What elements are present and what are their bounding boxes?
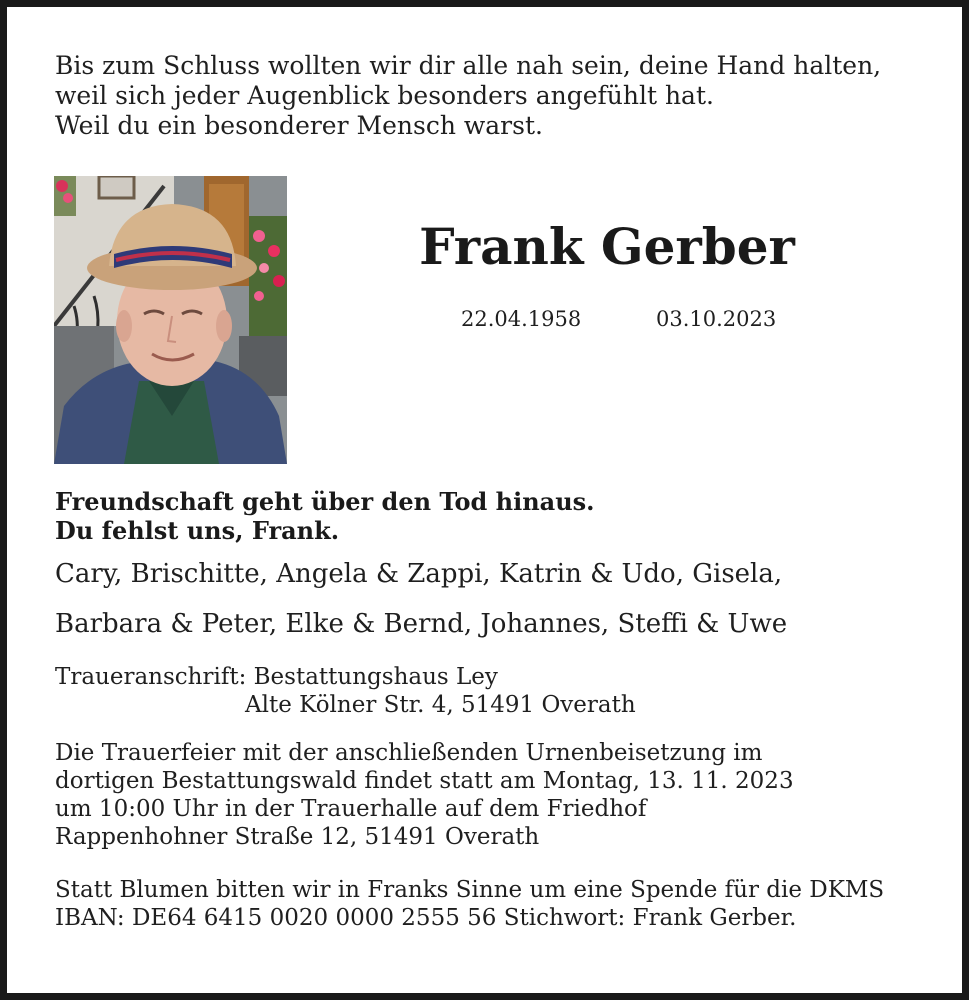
- donation-request: [55, 876, 884, 932]
- farewell-line: Du fehlst uns, Frank.: [55, 516, 340, 545]
- ceremony-line: um 10:00 Uhr in der Trauerhalle auf dem Friedhof: [55, 796, 647, 822]
- mourners-line: Barbara & Peter, Elke & Bernd, Johannes, Steffi & Uwe: [55, 609, 788, 639]
- farewell-message: [55, 487, 595, 545]
- portrait-photo: [54, 176, 287, 464]
- verse-line: weil sich jeder Augenblick besonders angefühlt hat.: [55, 81, 714, 110]
- farewell-line: Freundschaft geht über den Tod hinaus.: [55, 487, 595, 516]
- address-line: Alte Kölner Str. 4, 51491 Overath: [245, 692, 636, 718]
- death-date: 03.10.2023: [656, 307, 777, 331]
- address-line: Traueranschrift: Bestattungshaus Ley: [55, 664, 498, 690]
- ceremony-line: dortigen Bestattungswald findet statt am Montag, 13. 11. 2023: [55, 768, 794, 794]
- deceased-name: Frank Gerber: [419, 217, 795, 276]
- verse-line: Weil du ein besonderer Mensch warst.: [55, 111, 543, 140]
- mourners-line: Cary, Brischitte, Angela & Zappi, Katrin & Udo, Gisela,: [55, 559, 783, 589]
- ceremony-details: [55, 739, 794, 851]
- opening-verse: [55, 51, 935, 141]
- mourning-address: [55, 663, 636, 719]
- ceremony-line: Rappenhohner Straße 12, 51491 Overath: [55, 824, 540, 850]
- donation-line: Statt Blumen bitten wir in Franks Sinne um eine Spende für die DKMS: [55, 877, 885, 903]
- iban-line: IBAN: DE64 6415 0020 0000 2555 56 Stichwort: Frank Gerber.: [55, 905, 797, 931]
- verse-line: Bis zum Schluss wollten wir dir alle nah sein, deine Hand halten,: [55, 51, 882, 80]
- ceremony-line: Die Trauerfeier mit der anschließenden Urnenbeisetzung im: [55, 740, 763, 766]
- birth-date: 22.04.1958: [461, 307, 582, 331]
